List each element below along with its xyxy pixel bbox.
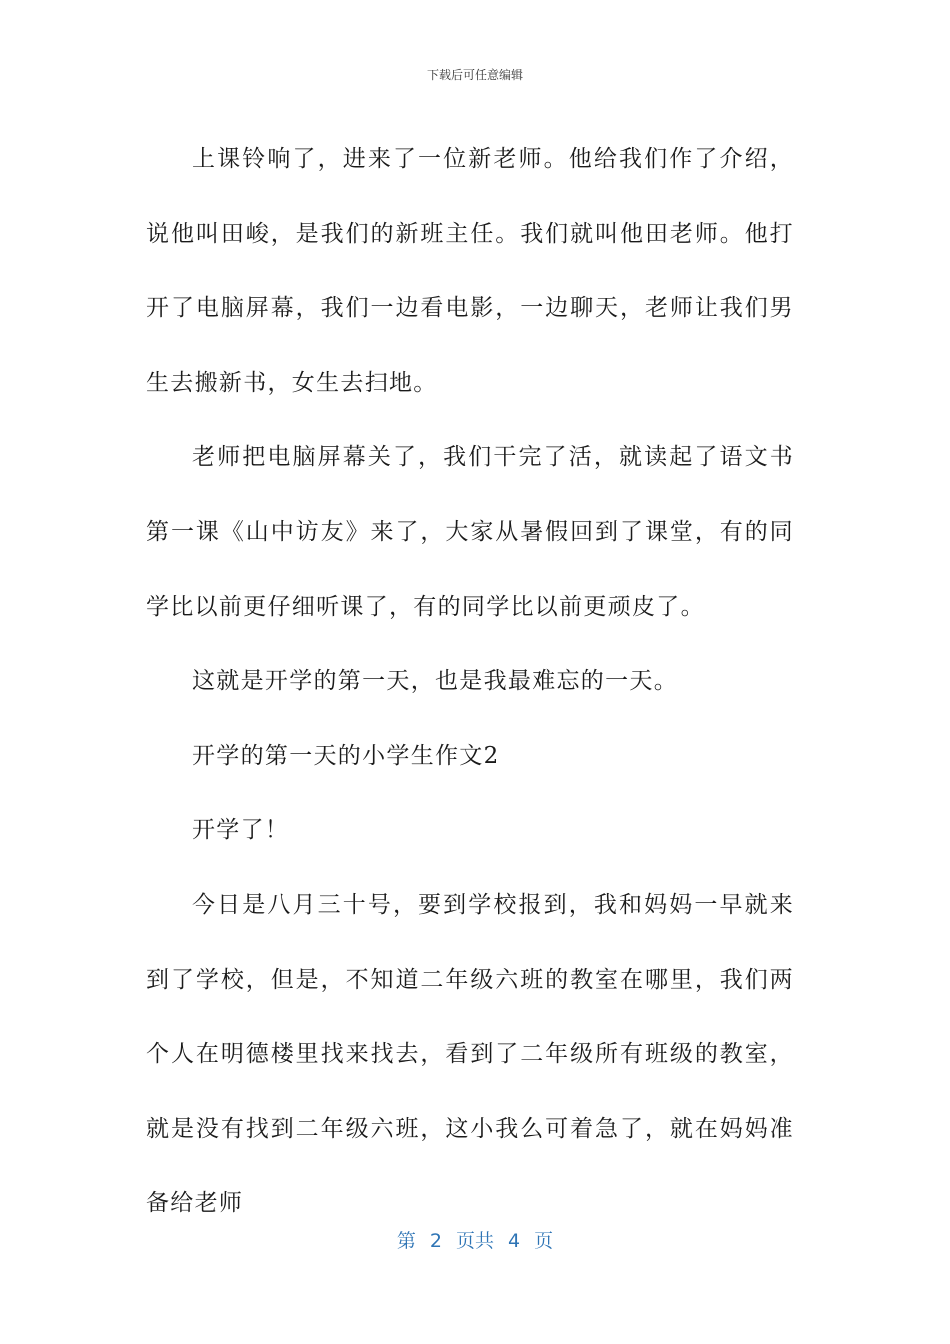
paragraph-3: 这就是开学的第一天，也是我最难忘的一天。 xyxy=(192,668,678,695)
document-body xyxy=(146,122,794,1241)
paragraph-4: 开学了！ xyxy=(192,817,290,844)
paragraph-5: 今日是八月三十号，要到学校报到，我和妈妈一早就来到了学校，但是，不知道二年级六班的教室在哪里，我们两个人在明德楼里找来找去，看到了二年级所有班级的教室，就是没有找到二年级六班，这小我么可着急了，就在妈妈准备给老师 xyxy=(146,891,794,1217)
paragraph-1: 上课铃响了，进来了一位新老师。他给我们作了介绍，说他叫田峻，是我们的新班主任。我们就叫他田老师。他打开了电脑屏幕，我们一边看电影，一边聊天，老师让我们男生去搬新书，女生去扫地。 xyxy=(146,146,794,396)
page-header: 下载后可任意编辑 xyxy=(426,68,523,82)
footer-total-pages: 4 xyxy=(508,1230,521,1252)
footer-prefix: 第 xyxy=(396,1230,416,1252)
footer-middle: 页共 xyxy=(455,1230,494,1252)
paragraph-2: 老师把电脑屏幕关了，我们干完了活，就读起了语文书第一课《山中访友》来了，大家从暑假回到了课堂，有的同学比以前更仔细听课了，有的同学比以前更顽皮了。 xyxy=(146,444,794,620)
section-heading: 开学的第一天的小学生作文2 xyxy=(192,742,500,769)
footer-suffix: 页 xyxy=(534,1230,554,1252)
page-footer xyxy=(0,1226,950,1253)
footer-current-page: 2 xyxy=(429,1230,442,1252)
